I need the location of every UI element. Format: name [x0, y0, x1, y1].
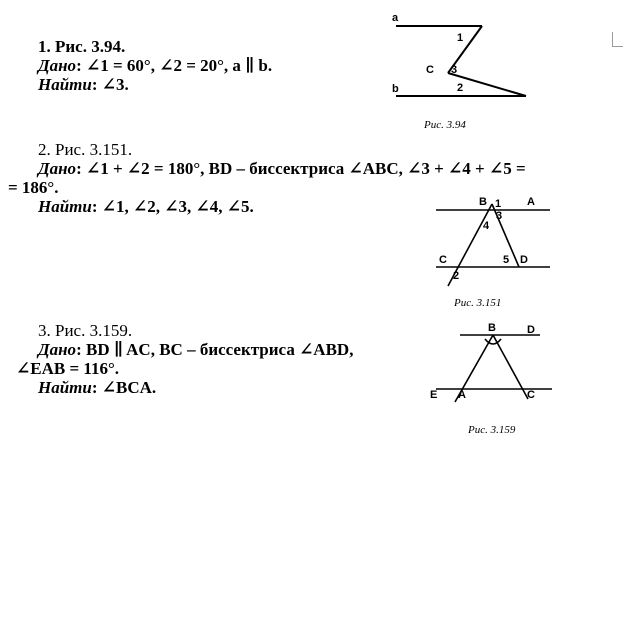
label-D: D [520, 254, 528, 266]
label-angle-3: 3 [496, 210, 503, 222]
find-text: : ∠3. [91, 75, 129, 94]
problem-2-given-cont: = 186°. [8, 178, 59, 197]
label-A: A [527, 196, 535, 208]
label-angle-2: 2 [457, 82, 464, 94]
problem-3-title: 3. Рис. 3.159. [38, 321, 133, 340]
figure-3-caption: Рис. 3.159 [468, 424, 516, 436]
given-label: Дано [38, 340, 77, 359]
label-angle-4: 4 [483, 220, 490, 232]
label-C: C [527, 389, 535, 401]
label-B: B [488, 322, 496, 334]
given-text: : ∠1 = 60°, ∠2 = 20°, a ∥ b. [76, 56, 273, 75]
given-text: : ∠1 + ∠2 = 180°, BD – биссектриса ∠ABC, ∠3 + ∠4 + ∠5 = [76, 159, 526, 178]
find-label: Найти [38, 378, 92, 397]
label-c: C [426, 64, 434, 76]
label-A: A [458, 389, 466, 401]
find-label: Найти [38, 197, 92, 216]
angle-arc [485, 339, 501, 344]
label-angle-1: 1 [457, 32, 464, 44]
label-C: C [439, 254, 447, 266]
figure-1-caption: Рис. 3.94 [424, 119, 466, 131]
label-angle-5: 5 [503, 254, 510, 266]
label-B: B [479, 196, 487, 208]
label-angle-3: 3 [451, 64, 458, 76]
given-text: : BD ∥ AC, BC – биссектриса ∠ABD, [76, 340, 354, 359]
find-text: : ∠1, ∠2, ∠3, ∠4, ∠5. [91, 197, 254, 216]
given-label: Дано [38, 159, 77, 178]
figure-2-caption: Рис. 3.151 [454, 297, 502, 309]
label-E: E [430, 389, 438, 401]
label-angle-1: 1 [495, 198, 502, 210]
label-angle-2: 2 [453, 270, 460, 282]
problem-2-title: 2. Рис. 3.151. [38, 140, 133, 159]
problem-1-title: 1. Рис. 3.94. [38, 37, 126, 56]
find-text: : ∠BCA. [91, 378, 157, 397]
given-label: Дано [38, 56, 77, 75]
label-a: a [392, 12, 399, 24]
find-label: Найти [38, 75, 92, 94]
problem-3-given-cont: ∠EAB = 116°. [16, 359, 119, 378]
label-D: D [527, 324, 535, 336]
label-b: b [392, 83, 399, 95]
